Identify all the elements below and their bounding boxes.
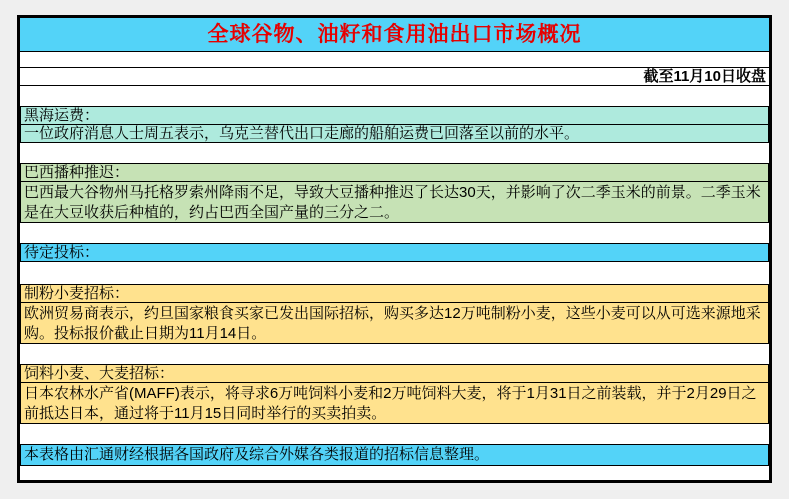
spacer-row xyxy=(20,52,769,67)
spacer-row xyxy=(20,143,769,163)
spacer-row xyxy=(20,86,769,106)
table-footer-note: 本表格由汇通财经根据各国政府及综合外媒各类报道的招标信息整理。 xyxy=(20,444,769,466)
section-header-black-sea-freight: 黑海运费： xyxy=(20,106,769,125)
section-header-feed-wheat-barley-tender: 饲料小麦、大麦招标： xyxy=(20,364,769,383)
spacer-row xyxy=(20,466,769,480)
spacer-row xyxy=(20,424,769,444)
section-body-black-sea-freight: 一位政府消息人士周五表示，乌克兰替代出口走廊的船舶运费已回落至以前的水平。 xyxy=(20,124,769,143)
table-title: 全球谷物、油籽和食用油出口市场概况 xyxy=(20,18,769,52)
section-header-pending-tenders: 待定投标： xyxy=(20,243,769,262)
section-body-milling-wheat-tender: 欧洲贸易商表示，约旦国家粮食买家已发出国际招标，购买多达12万吨制粉小麦，这些小麦可以从可选来源地采购。投标报价截止日期为11月14日。 xyxy=(20,302,769,344)
section-header-milling-wheat-tender: 制粉小麦招标： xyxy=(20,284,769,303)
section-body-brazil-planting-delay: 巴西最大谷物州马托格罗索州降雨不足，导致大豆播种推迟了长达30天，并影响了次二季玉米的前景。二季玉米是在大豆收获后种植的，约占巴西全国产量的三分之二。 xyxy=(20,181,769,223)
section-body-feed-wheat-barley-tender: 日本农林水产省(MAFF)表示，将寻求6万吨饲料小麦和2万吨饲料大麦，将于1月31日之前装载，并于2月29日之前抵达日本，通过将于11月15日同时举行的买卖拍卖。 xyxy=(20,382,769,424)
spacer-row xyxy=(20,223,769,243)
spacer-row xyxy=(20,262,769,284)
section-header-brazil-planting-delay: 巴西播种推迟： xyxy=(20,163,769,182)
spacer-row xyxy=(20,344,769,364)
as-of-date-label: 截至11月10日收盘 xyxy=(20,67,769,86)
market-overview-table xyxy=(17,15,772,483)
